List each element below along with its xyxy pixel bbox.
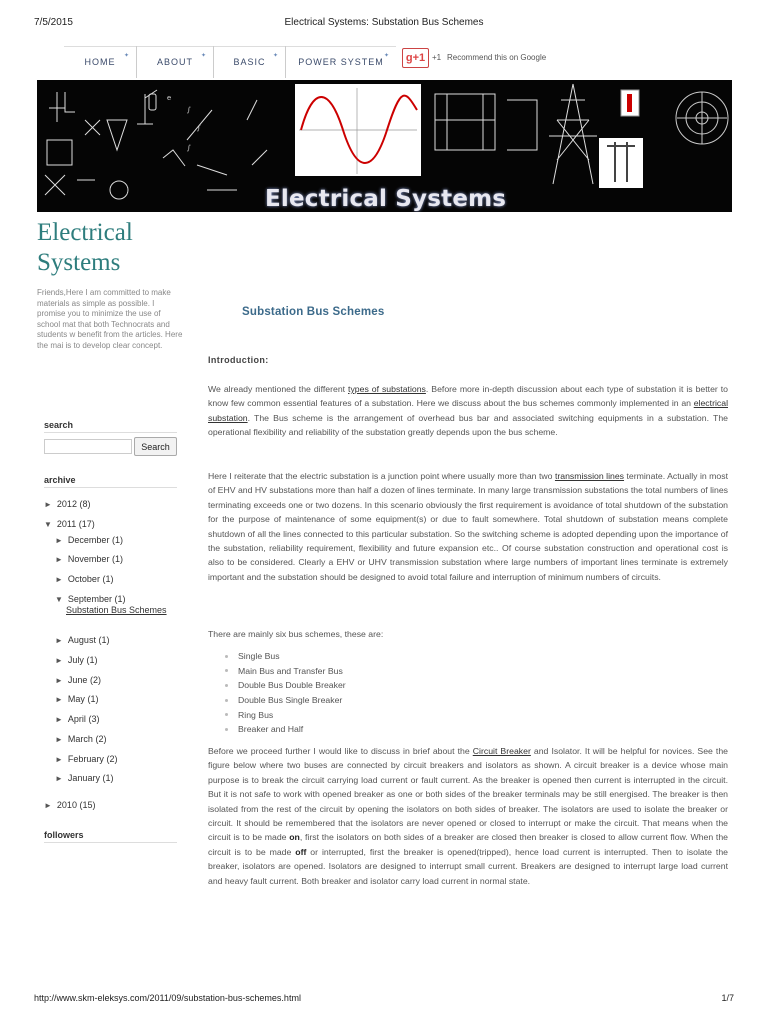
archive-item-count: (1) <box>87 694 99 704</box>
archive-item-count: (2) <box>106 754 118 764</box>
bus-scheme-item <box>225 707 346 722</box>
archive-item-count: (1) <box>102 773 114 783</box>
google-recommend-text: Recommend this on Google <box>447 53 547 62</box>
svg-text:∫: ∫ <box>197 124 201 132</box>
triangle-right-icon[interactable]: ► <box>55 755 63 764</box>
bullet-icon <box>225 728 228 731</box>
archive-heading: archive <box>44 475 76 485</box>
archive-item-label: August <box>67 635 96 645</box>
triangle-right-icon[interactable]: ► <box>55 774 63 783</box>
nav-star-icon: ✦ <box>383 53 390 59</box>
archive-item[interactable] <box>55 675 101 685</box>
svg-text:e: e <box>167 94 172 102</box>
nav-power-system-label: POWER SYSTEM <box>298 57 384 67</box>
inline-link[interactable]: transmission lines <box>554 471 625 481</box>
archive-post-link[interactable]: Substation Bus Schemes <box>66 605 167 615</box>
archive-item-count: (15) <box>79 800 96 810</box>
triangle-right-icon[interactable]: ► <box>55 536 63 545</box>
archive-item-label: March <box>67 734 93 744</box>
archive-item-count: (1) <box>114 594 126 604</box>
triangle-right-icon[interactable]: ► <box>55 636 63 645</box>
triangle-right-icon[interactable]: ► <box>55 715 63 724</box>
archive-item-count: (2) <box>95 734 107 744</box>
bus-scheme-label: Ring Bus <box>238 709 274 720</box>
introduction-heading: Introduction: <box>208 355 269 365</box>
nav-star-icon: ✦ <box>272 53 279 59</box>
nav-basic[interactable] <box>214 46 286 78</box>
triangle-right-icon[interactable]: ► <box>44 500 52 509</box>
archive-item[interactable] <box>55 773 113 783</box>
archive-item[interactable] <box>55 574 113 584</box>
archive-item-label: October <box>67 574 100 584</box>
nav-about[interactable] <box>137 46 214 78</box>
archive-item[interactable] <box>55 655 97 665</box>
bus-scheme-item <box>225 693 346 708</box>
bullet-icon <box>225 699 228 702</box>
bullet-icon <box>225 669 228 672</box>
print-date: 7/5/2015 <box>34 17 73 28</box>
inline-link[interactable]: Circuit Breaker <box>472 746 531 756</box>
text-run: Here I reiterate that the electric substation is a junction point where usually more than two <box>208 471 555 481</box>
nav-star-icon: ✦ <box>200 53 207 59</box>
archive-item-label: 2012 <box>56 499 77 509</box>
paragraph-junction <box>208 469 728 584</box>
archive-item[interactable] <box>55 535 123 545</box>
followers-heading: followers <box>44 830 84 840</box>
text-run: We already mentioned the different <box>208 384 349 394</box>
header-banner[interactable] <box>37 80 732 212</box>
inline-link[interactable]: types of substations <box>348 384 426 394</box>
svg-text:∫: ∫ <box>187 106 191 114</box>
bullet-icon <box>225 684 228 687</box>
triangle-down-icon[interactable]: ▼ <box>55 595 63 604</box>
archive-item-count: (1) <box>111 535 123 545</box>
archive-item-label: January <box>67 773 100 783</box>
nav-power-system[interactable] <box>286 46 396 78</box>
top-nav <box>64 46 396 78</box>
search-divider <box>44 432 177 433</box>
bus-scheme-item <box>225 664 346 679</box>
followers-divider <box>44 842 177 843</box>
triangle-right-icon[interactable]: ► <box>55 676 63 685</box>
archive-item-label: April <box>67 714 86 724</box>
triangle-right-icon[interactable]: ► <box>55 735 63 744</box>
bus-scheme-label: Breaker and Half <box>238 724 304 735</box>
archive-item[interactable] <box>55 754 117 764</box>
triangle-right-icon[interactable]: ► <box>55 656 63 665</box>
archive-item-count: (8) <box>79 499 91 509</box>
svg-text:∫: ∫ <box>187 144 191 152</box>
text-run: Before we proceed further I would like to discuss in brief about the <box>208 746 473 756</box>
paragraph-intro <box>208 382 728 440</box>
site-description: Friends,Here I am committed to make materials as simple as possible. I promise you to minimize the use of school mat that both Technocrats and students w benefit from the articles. Here the mai is to develop clear concept. <box>37 288 183 350</box>
text-run: terminate. Actually in most of EHV and HV substations more than half a dozen of lines terminate. In many large transmission substations the total numbers of lines terminating exceeds one or two dozens. In this scenario obviously the first requirement is avoidance of total shutdown of the substation for the purpose of maintenance of some equipment(s) or due to fault somewhere. Total shutdown of substation means complete shutdown of all the lines connected to this particular substation. So the switching scheme is adopted depending upon the importance of the substation, reliability requirement, flexibility and future expansion etc.. Of course substation construction and operational cost is also to be considered. Clearly a EHV or UHV transmission substation where large numbers of important lines terminate is extremely important and the substation should be designed to avoid total failure and interruption of minimum numbers of circuits. <box>208 471 729 582</box>
archive-item-count: (1) <box>111 554 123 564</box>
bold-text: on <box>289 832 300 843</box>
archive-item[interactable] <box>55 554 123 564</box>
archive-item-label: June <box>67 675 88 685</box>
paragraph-breaker-isolator <box>208 744 728 888</box>
archive-item-count: (17) <box>78 519 95 529</box>
nav-about-label: ABOUT <box>156 57 193 67</box>
print-title: Electrical Systems: Substation Bus Schemes <box>284 17 484 28</box>
bus-scheme-item <box>225 722 346 737</box>
search-button[interactable]: Search <box>134 437 177 456</box>
nav-star-icon: ✦ <box>123 53 130 59</box>
archive-item-label: May <box>67 694 85 704</box>
archive-item-count: (1) <box>86 655 98 665</box>
search-input[interactable] <box>44 439 132 454</box>
paragraph-schemes-lead <box>208 627 728 641</box>
print-url: http://www.skm-eleksys.com/2011/09/substation-bus-schemes.html <box>34 993 301 1003</box>
bus-scheme-label: Double Bus Double Breaker <box>238 680 346 691</box>
google-plus-one-button[interactable]: g+1 <box>402 48 429 68</box>
archive-item-label: 2010 <box>56 800 77 810</box>
bus-scheme-label: Single Bus <box>238 651 280 662</box>
triangle-right-icon[interactable]: ► <box>55 695 63 704</box>
nav-home[interactable] <box>64 46 137 78</box>
text-run: . The Bus scheme is the arrangement of overhead bus bar and associated switching equipments in a substation. The operational flexibility and reliability of the substation greatly depends upon the bus scheme. <box>208 412 728 438</box>
archive-item[interactable] <box>55 635 109 645</box>
inline-link[interactable]: electrical substation <box>208 398 728 423</box>
triangle-right-icon[interactable]: ► <box>44 801 52 810</box>
archive-item[interactable] <box>55 594 125 604</box>
google-plus-count: +1 <box>432 53 442 62</box>
site-title[interactable]: Electrical Systems <box>37 219 133 276</box>
banner-title: Electrical Systems <box>265 186 507 212</box>
text-run: . Before more in-depth discussion about each type of substation it is better to know few common essential features of a substation. Here we discuss about the bus schemes commonly implemented in an <box>208 384 728 409</box>
archive-divider <box>44 487 177 488</box>
text-run: or interrupted, first the breaker is opened(tripped), hence load current is interrupted. Then to isolate the breaker, isolators are opened. Isolators are designed to interrupt small current. Breakers are designed to interrupt large load current and heavy fault current. Both breaker and isolator carry load current in normal state. <box>208 846 728 886</box>
post-title[interactable]: Substation Bus Schemes <box>242 306 385 318</box>
bullet-icon <box>225 713 228 716</box>
archive-item[interactable] <box>55 714 99 724</box>
archive-item[interactable] <box>55 694 98 704</box>
bullet-icon <box>225 655 228 658</box>
archive-item-label: November <box>67 554 110 564</box>
archive-item-count: (3) <box>88 714 100 724</box>
archive-item-label: July <box>67 655 84 665</box>
archive-item-count: (2) <box>89 675 101 685</box>
archive-item-label: 2011 <box>56 519 77 529</box>
bus-scheme-item <box>225 678 346 693</box>
bold-text: off <box>295 846 307 857</box>
text-run: and Isolator. It will be helpful for novices. See the figure below where two buses are connected by circuit breakers and isolators as shown. A circuit breaker is a device whose main purpose is to break the circuit carrying load current or fault current. As the breaker is opened then current is interrupted in the circuit. But it is not safe to work with opened breaker as one or both sides of the breaker terminals may be still energised. The breaker is then isolated from the rest of the circuit by opening the isolators on both sides of breaker. The isolators are used to isolate the breaker or circuit. It should be remembered that the isolators are never opened or closed to interrupt or make the circuit. That means when the circuit is to be made <box>208 746 728 843</box>
bus-scheme-label: Double Bus Single Breaker <box>238 695 343 706</box>
archive-item[interactable] <box>44 800 95 810</box>
bus-scheme-item <box>225 649 346 664</box>
archive-item-label: February <box>67 754 104 764</box>
bus-scheme-label: Main Bus and Transfer Bus <box>238 665 343 676</box>
print-page-number: 1/7 <box>721 993 734 1003</box>
nav-basic-label: BASIC <box>233 57 266 67</box>
archive-item-label: December <box>67 535 110 545</box>
archive-item[interactable] <box>44 499 90 509</box>
archive-item[interactable] <box>44 519 95 529</box>
archive-item-label: September <box>67 594 112 604</box>
archive-item[interactable] <box>55 734 106 744</box>
search-heading: search <box>44 420 74 430</box>
text-run: There are mainly six bus schemes, these are: <box>208 629 384 639</box>
text-run: , first the isolators on both sides of a breaker are closed then breaker is closed to allow current flow. When the circuit is to be made <box>208 832 728 857</box>
triangle-right-icon[interactable]: ► <box>55 555 63 564</box>
bus-schemes-list <box>225 649 346 737</box>
archive-item-count: (1) <box>102 574 114 584</box>
triangle-right-icon[interactable]: ► <box>55 575 63 584</box>
nav-home-label: HOME <box>84 57 116 67</box>
triangle-down-icon[interactable]: ▼ <box>44 520 52 529</box>
archive-item-count: (1) <box>98 635 110 645</box>
